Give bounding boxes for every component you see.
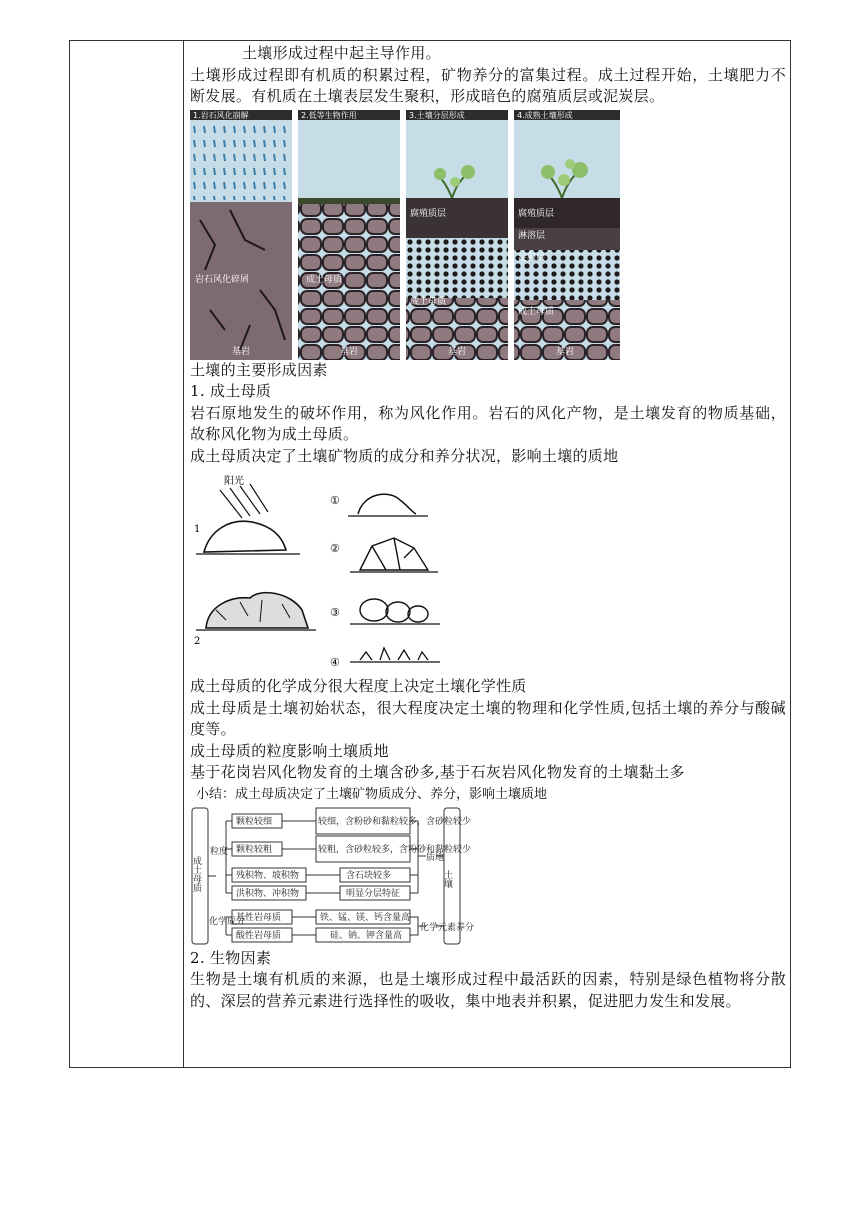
subsection-heading: 1. 成土母质 bbox=[190, 382, 272, 400]
figure-number: 1 bbox=[194, 524, 201, 535]
soil-panel-1 bbox=[190, 110, 292, 360]
content-cell bbox=[190, 41, 786, 1012]
diagram-node: 铁、锰、镁、钙含量高 bbox=[320, 912, 411, 923]
diagram-node: 含石块较多 bbox=[346, 870, 392, 881]
paragraph: 成土母质的粒度影响土壤质地 bbox=[190, 741, 389, 760]
soil-label: 成土母质 bbox=[518, 306, 555, 317]
subsection-heading: 2. 生物因素 bbox=[190, 948, 272, 967]
paragraph: 土壤形成过程即有机质的积累过程，矿物养分的富集过程。成土过程开始，土壤肥力不断发展。有机质在土壤表层发生聚积，形成暗色的腐殖质层或泥炭层。 bbox=[190, 65, 786, 105]
diagram-node: 颗粒较细 bbox=[236, 816, 273, 827]
soil-label: 成土母质 bbox=[306, 274, 343, 285]
section-heading: 土壤的主要形成因素 bbox=[190, 360, 328, 379]
paragraph: 成土母质是土壤初始状态，很大程度决定土壤的物理和化学性质,包括土壤的养分与酸碱度等。 bbox=[190, 698, 786, 738]
soil-label: 成土母质 bbox=[410, 296, 447, 307]
paragraph: 土壤形成过程中起主导作用。 bbox=[242, 44, 441, 62]
summary-diagram bbox=[190, 806, 475, 948]
stage-number: ④ bbox=[330, 656, 340, 669]
soil-panel-3 bbox=[406, 110, 508, 360]
soil-label: 基岩 bbox=[232, 346, 251, 357]
soil-label: 基岩 bbox=[340, 346, 359, 357]
diagram-node: 基性岩母质 bbox=[236, 912, 282, 923]
sun-label: 阳光 bbox=[224, 476, 244, 487]
panel-title: 1.岩石风化崩解 bbox=[193, 110, 249, 120]
weathering-figure bbox=[190, 470, 490, 676]
diagram-node: 颗粒较粗 bbox=[236, 844, 273, 855]
diagram-node: 较细，含粉砂和黏粒较多，含砂粒较少 bbox=[318, 816, 472, 827]
diagram-node: 化学元素养分 bbox=[420, 922, 475, 933]
soil-label: 淀积层 bbox=[518, 252, 546, 263]
figure-number: 2 bbox=[194, 636, 201, 647]
branch-label: 粒度 bbox=[210, 846, 229, 857]
soil-label: 基岩 bbox=[556, 346, 575, 357]
soil-panel-2 bbox=[298, 110, 400, 360]
paragraph: 生物是土壤有机质的来源，也是土壤形成过程中最活跃的因素，特别是绿色植物将分散的、深层的营养元素进行选择性的吸收，集中地表并积累，促进肥力发生和发展。 bbox=[190, 970, 786, 1010]
soil-formation-figure bbox=[190, 110, 620, 360]
paragraph: 岩石原地发生的破坏作用，称为风化作用。岩石的风化产物，是土壤发育的物质基础，故称风化物为成土母质。 bbox=[190, 403, 786, 443]
diagram-node: 质地 bbox=[426, 852, 445, 863]
paragraph: 成土母质的化学成分很大程度上决定土壤化学性质 bbox=[190, 677, 527, 695]
diagram-node: 酸性岩母质 bbox=[236, 930, 282, 941]
soil-panel-4 bbox=[514, 110, 620, 360]
diagram-node: 明显分层特征 bbox=[346, 888, 401, 899]
soil-label: 腐殖质层 bbox=[518, 208, 555, 219]
diagram-node: 残积物、坡积物 bbox=[236, 870, 300, 881]
document-table bbox=[69, 40, 791, 1068]
panel-title: 4.成熟土壤形成 bbox=[517, 110, 573, 120]
diagram-node: 洪积物、冲积物 bbox=[236, 888, 300, 899]
paragraph: 成土母质决定了土壤矿物质的成分和养分状况，影响土壤的质地 bbox=[190, 446, 619, 465]
stage-number: ③ bbox=[330, 606, 340, 619]
column-divider bbox=[183, 41, 184, 1067]
soil-label: 腐殖质层 bbox=[410, 208, 447, 219]
soil-label: 岩石风化碎屑 bbox=[195, 274, 250, 285]
paragraph: 基于花岗岩风化物发育的土壤含砂多,基于石灰岩风化物发育的土壤黏土多 bbox=[190, 763, 685, 781]
soil-label: 淋溶层 bbox=[518, 230, 546, 241]
panel-title: 2.低等生物作用 bbox=[301, 110, 357, 120]
summary-caption: 小结：成土母质决定了土壤矿物质成分、养分，影响土壤质地 bbox=[196, 786, 548, 802]
root-label: 成土母质 bbox=[191, 855, 201, 892]
stage-number: ① bbox=[330, 494, 340, 507]
branch-label: 化学成分 bbox=[209, 916, 246, 927]
stage-number: ② bbox=[330, 542, 340, 555]
diagram-node: 硅、钠、钾含量高 bbox=[330, 930, 403, 941]
panel-title: 3.土壤分层形成 bbox=[409, 110, 465, 120]
soil-label: 基岩 bbox=[448, 346, 467, 357]
diagram-node: 土壤 bbox=[442, 869, 452, 888]
diagram-node: 较粗，含砂粒较多，含粉砂和黏粒较少 bbox=[318, 844, 472, 855]
